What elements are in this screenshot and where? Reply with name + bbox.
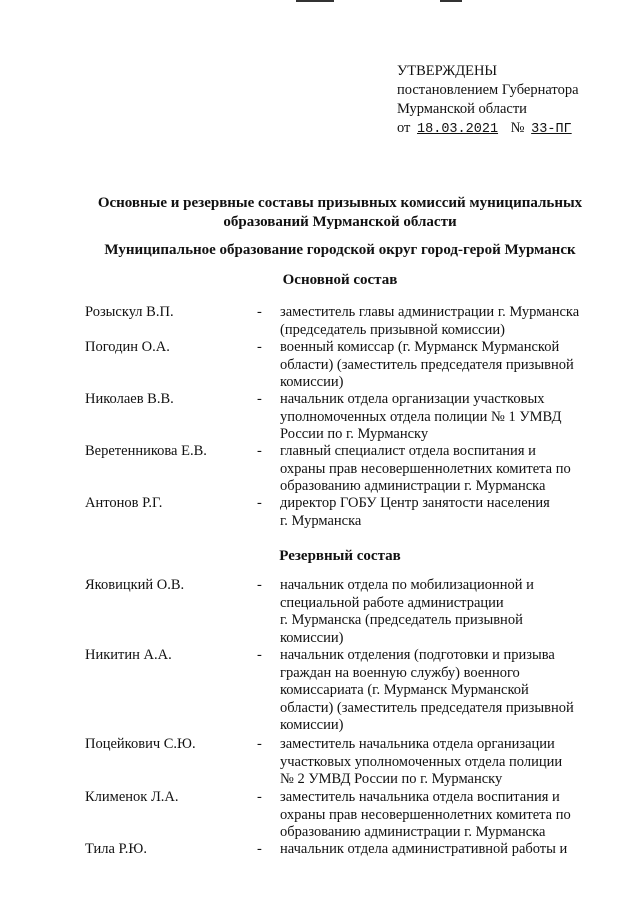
approval-date-prefix: от [397, 120, 411, 136]
member-description-line: охраны прав несовершеннолетних комитета по [280, 806, 571, 823]
member-description [280, 789, 600, 842]
municipality-heading: Муниципальное образование городской округ город-герой Мурманск [104, 242, 576, 258]
approval-heading: УТВЕРЖДЕНЫ [397, 63, 498, 79]
member-dash: - [257, 304, 262, 320]
member-description-line: г. Мурманска (председатель призывной [280, 612, 523, 628]
member-description-line: главный специалист отдела воспитания и [280, 443, 536, 459]
member-description-line: образованию администрации г. Мурманска [280, 824, 546, 840]
member-dash: - [257, 495, 262, 511]
member-dash: - [257, 647, 262, 663]
member-description-line: комиссариата (г. Мурманск Мурманской [280, 682, 529, 698]
member-description-line: комиссии) [280, 374, 344, 390]
member-description-line: военный комиссар (г. Мурманск Мурманской [280, 339, 560, 355]
member-dash: - [257, 841, 262, 857]
member-description [280, 495, 600, 530]
member-description [280, 304, 600, 339]
member-description [280, 577, 600, 647]
member-description [280, 339, 600, 392]
approval-number: 33-ПГ [531, 122, 572, 137]
member-description-line: начальник отдела по мобилизационной и [280, 577, 534, 593]
approval-number-sign: № [510, 120, 525, 136]
member-name: Веретенникова Е.В. [85, 443, 207, 459]
member-description-line: заместитель начальника отдела воспитания и [280, 789, 560, 805]
member-description-line: области) (заместитель председателя призывной [280, 699, 574, 716]
member-dash: - [257, 391, 262, 407]
member-description [280, 391, 600, 444]
member-description-line: специальной работе администрации [280, 594, 504, 611]
member-name: Яковицкий О.В. [85, 577, 185, 593]
member-description-line: охраны прав несовершеннолетних комитета по [280, 460, 571, 477]
member-description [280, 736, 600, 789]
member-description-line: комиссии) [280, 629, 344, 646]
reserve-section-heading: Резервный состав [279, 548, 401, 564]
member-description [280, 841, 600, 859]
document-title-line-1: Основные и резервные составы призывных комиссий муниципальных [97, 195, 583, 211]
member-dash: - [257, 443, 262, 459]
document-title [80, 194, 600, 232]
member-description-line: участковых уполномоченных отдела полиции [280, 753, 563, 770]
member-name: Никитин А.А. [85, 647, 172, 663]
member-description-line: директор ГОБУ Центр занятости населения [280, 495, 550, 511]
approval-date-line [397, 119, 632, 139]
scan-artifact-line [440, 0, 462, 2]
member-description-line: начальник отдела административной работы и [280, 841, 568, 857]
member-description-line: области) (заместитель председателя призывной [280, 356, 574, 373]
scan-artifact-line [296, 0, 334, 2]
member-dash: - [257, 339, 262, 355]
member-name: Тила Р.Ю. [85, 841, 147, 857]
document-title-line-2: образований Мурманской области [223, 214, 457, 230]
approval-stamp-block [397, 62, 632, 139]
member-description-line: начальник отдела организации участковых [280, 391, 545, 407]
member-description [280, 647, 600, 735]
member-description-line: граждан на военную службу) военного [280, 664, 520, 681]
main-section-heading: Основной состав [282, 272, 398, 288]
member-description-line: заместитель главы администрации г. Мурманска [280, 304, 580, 320]
member-dash: - [257, 577, 262, 593]
member-description-line: начальник отделения (подготовки и призыва [280, 647, 555, 663]
approval-line-region: Мурманской области [397, 101, 527, 117]
member-name: Поцейкович С.Ю. [85, 736, 196, 752]
member-description-line: образованию администрации г. Мурманска [280, 478, 546, 494]
member-description-line: заместитель начальника отдела организации [280, 736, 555, 752]
member-description [280, 443, 600, 496]
member-description-line: комиссии) [280, 717, 344, 733]
member-description-line: (председатель призывной комиссии) [280, 321, 505, 338]
approval-date: 18.03.2021 [417, 122, 499, 137]
approval-line-decree: постановлением Губернатора [397, 82, 579, 98]
member-description-line: г. Мурманска [280, 512, 362, 529]
member-name: Николаев В.В. [85, 391, 174, 407]
member-dash: - [257, 736, 262, 752]
member-description-line: России по г. Мурманску [280, 426, 429, 442]
member-name: Розыскул В.П. [85, 304, 174, 320]
member-name: Клименок Л.А. [85, 789, 179, 805]
member-dash: - [257, 789, 262, 805]
member-name: Погодин О.А. [85, 339, 170, 355]
member-description-line: № 2 УМВД России по г. Мурманску [280, 771, 503, 787]
member-description-line: уполномоченных отдела полиции № 1 УМВД [280, 408, 562, 425]
member-name: Антонов Р.Г. [85, 495, 163, 511]
